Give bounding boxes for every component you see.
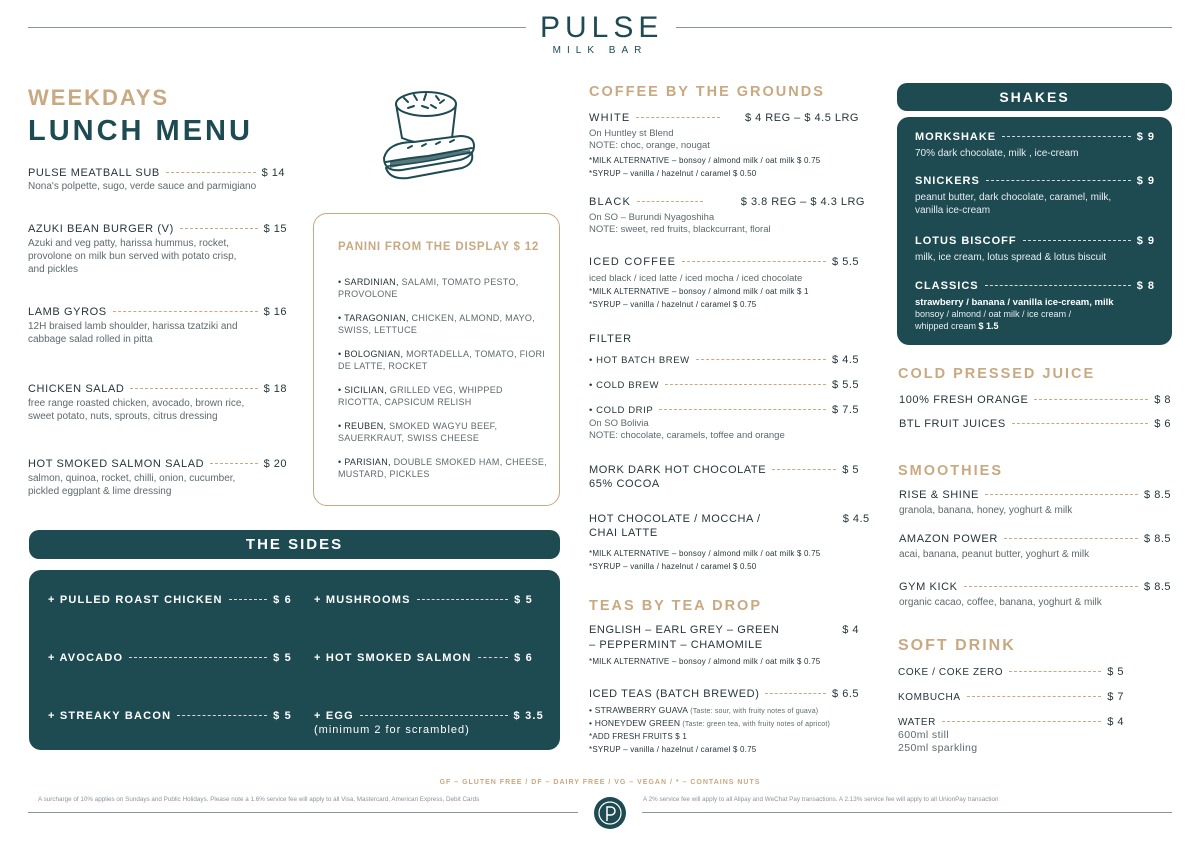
coffee-heading: COFFEE BY THE GROUNDS [589,84,825,100]
water-sizes: 600ml still 250ml sparkling [898,729,978,754]
iced-tea-strawberry-guava: • STRAWBERRY GUAVA (Taste: sour, with fruity notes of guava) [589,705,819,715]
mork-cocoa: 65% COCOA [589,478,660,490]
teas-heading: TEAS BY TEA DROP [589,598,762,614]
coffee-black: BLACK $ 3.8 REG – $ 4.3 LRG [589,196,865,208]
shakes-title: SHAKES [897,83,1172,111]
tea-milk-note: *MILK ALTERNATIVE – bonsoy / almond milk / oat milk $ 0.75 [589,657,821,666]
lunch-item-salmon-salad: HOT SMOKED SALMON SALAD $ 20 [28,458,287,470]
iced-tea-honeydew-green: • HONEYDEW GREEN (Taste: green tea, with fruity notes of apricot) [589,718,831,728]
cold-drip-desc: On SO Bolivia NOTE: chocolate, caramels, toffee and orange [589,418,785,441]
lunch-item-lamb-gyros: LAMB GYROS $ 16 [28,306,287,318]
smoothies-heading: SMOOTHIES [898,463,1004,479]
sandwich-bowl-illustration-icon [378,86,478,188]
panini-item: • TARAGONIAN, CHICKEN, ALMOND, MAYO, SWISS, LETTUCE [338,313,535,335]
smoothie-gym-desc: organic cacao, coffee, banana, yoghurt & milk [899,597,1102,608]
hotchoc-syrup-note: *SYRUP – vanilla / hazelnut / caramel $ 0.50 [589,562,757,571]
brand-logo [540,11,664,56]
soft-drink-heading: SOFT DRINK [898,637,1016,654]
coffee-white-milk-note: *MILK ALTERNATIVE – bonsoy / almond milk / oat milk $ 0.75 [589,156,821,165]
panini-item: • BOLOGNIAN, MORTADELLA, TOMATO, FIORI DE LATTE, ROCKET [338,349,546,371]
lunch-desc: Nona's polpette, sugo, verde sauce and parmigiano [28,181,257,192]
soft-kombucha: KOMBUCHA $ 7 [898,691,1124,703]
iced-tea-syrup-note: *SYRUP – vanilla / hazelnut / caramel $ 0.75 [589,745,757,754]
shake-classics-options: bonsoy / almond / oat milk / ice cream / [915,309,1072,319]
soft-coke: COKE / COKE ZERO $ 5 [898,666,1124,678]
smoothie-gym-kick: GYM KICK $ 8.5 [899,581,1171,593]
tea-english: ENGLISH – EARL GREY – GREEN $ 4 [589,624,859,636]
header-rule-right [676,27,1172,28]
egg-note: (minimum 2 for scrambled) [314,724,470,736]
brand-tagline: MILK BAR [552,45,648,56]
shake-snickers: SNICKERS $ 9 [915,175,1155,187]
coffee-iced-syrup-note: *SYRUP – vanilla / hazelnut / caramel $ 0.75 [589,300,757,309]
shake-lotus-biscoff: LOTUS BISCOFF $ 9 [915,235,1155,247]
shake-morkshake-desc: 70% dark chocolate, milk , ice-cream [915,148,1079,159]
coffee-white: WHITE $ 4 REG – $ 4.5 LRG [589,112,859,124]
coffee-iced: ICED COFFEE $ 5.5 [589,256,859,268]
filter-cold-drip: • COLD DRIP $ 7.5 [589,404,859,416]
side-item-mushrooms: + MUSHROOMS $ 5 [314,594,533,606]
lunch-desc: Azuki and veg patty, harissa hummus, rocket, provolone on milk bun served with potato crisp, and pickles [28,238,237,275]
side-item-streaky-bacon: + STREAKY BACON $ 5 [48,710,292,722]
hotchoc-milk-note: *MILK ALTERNATIVE – bonsoy / almond milk / oat milk $ 0.75 [589,549,821,558]
sides-title: THE SIDES [29,530,560,559]
shake-snickers-desc: peanut butter, dark chocolate, caramel, milk, vanilla ice-cream [915,192,1112,216]
panini-item: • PARISIAN, DOUBLE SMOKED HAM, CHEESE, MUSTARD, PICKLES [338,457,547,479]
side-item-avocado: + AVOCADO $ 5 [48,652,292,664]
lunch-menu-heading: LUNCH MENU [28,115,253,147]
chai-latte: CHAI LATTE [589,527,658,539]
brand-name: PULSE [540,11,664,44]
shake-lotus-desc: milk, ice cream, lotus spread & lotus biscuit [915,252,1107,263]
iced-teas: ICED TEAS (BATCH BREWED) $ 6.5 [589,688,859,700]
service-fee-note: A 2% service fee will apply to all Alipay and WeChat Pay transactions. A 2.13% service fee will apply to all UnionPay transaction [643,796,999,803]
tea-english-line2: – PEPPERMINT – CHAMOMILE [589,639,763,651]
shake-classics-whipped: whipped cream $ 1.5 [915,321,999,331]
lunch-desc: 12H braised lamb shoulder, harissa tzatziki and cabbage salad rolled in pitta [28,321,238,345]
panini-item: • SICILIAN, GRILLED VEG, WHIPPED RICOTTA, CAPSICUM RELISH [338,385,503,407]
juice-btl-fruit: BTL FRUIT JUICES $ 6 [899,418,1171,430]
filter-hot-batch: • HOT BATCH BREW $ 4.5 [589,354,859,366]
coffee-black-desc: On SO – Burundi Nyagoshiha NOTE: sweet, red fruits, blackcurrant, floral [589,212,771,235]
hot-chocolate: HOT CHOCOLATE / MOCCHA / $ 4.5 [589,513,870,525]
shake-morkshake: MORKSHAKE $ 9 [915,131,1155,143]
smoothie-rise-shine: RISE & SHINE $ 8.5 [899,489,1171,501]
lunch-item-chicken-salad: CHICKEN SALAD $ 18 [28,383,287,395]
side-item-pulled-chicken: + PULLED ROAST CHICKEN $ 6 [48,594,292,606]
header-rule-left [28,27,526,28]
juice-orange: 100% FRESH ORANGE $ 8 [899,394,1171,406]
dietary-legend: GF – GLUTEN FREE / DF – DAIRY FREE / VG – VEGAN / * – CONTAINS NUTS [439,779,761,786]
coffee-white-syrup-note: *SYRUP – vanilla / hazelnut / caramel $ 0.50 [589,169,757,178]
mork-dark-chocolate: MORK DARK HOT CHOCOLATE $ 5 [589,464,859,476]
filter-cold-brew: • COLD BREW $ 5.5 [589,379,859,391]
side-item-egg: + EGG $ 3.5 [314,710,544,722]
lunch-desc: free range roasted chicken, avocado, brown rice, sweet potato, nuts, sprouts, citrus dressing [28,398,245,422]
lunch-item-meatball-sub: PULSE MEATBALL SUB $ 14 [28,167,285,179]
footer-rule-left [28,812,578,813]
panini-title: PANINI FROM THE DISPLAY $ 12 [338,241,540,253]
lunch-item-azuki-burger: AZUKI BEAN BURGER (V) $ 15 [28,223,287,235]
smoothie-rise-desc: granola, banana, honey, yoghurt & milk [899,505,1073,516]
side-item-hot-smoked-salmon: + HOT SMOKED SALMON $ 6 [314,652,533,664]
footer-rule-right [642,812,1172,813]
soft-water: WATER $ 4 [898,716,1124,728]
panini-item: • REUBEN, SMOKED WAGYU BEEF, SAUERKRAUT, SWISS CHEESE [338,421,498,443]
panini-box [313,213,560,506]
shake-classics: CLASSICS $ 8 [915,280,1155,292]
juice-heading: COLD PRESSED JUICE [898,366,1096,382]
coffee-iced-desc: iced black / iced latte / iced mocha / iced chocolate [589,273,803,284]
coffee-white-desc: On Huntley st Blend NOTE: choc, orange, nougat [589,128,710,151]
filter-heading: FILTER [589,333,633,345]
shake-classics-flavours: strawberry / banana / vanilla ice-cream, milk [915,297,1114,308]
weekdays-heading: WEEKDAYS [28,85,170,110]
coffee-iced-milk-note: *MILK ALTERNATIVE – bonsoy / almond milk / oat milk $ 1 [589,287,809,296]
panini-item: • SARDINIAN, SALAMI, TOMATO PESTO, PROVOLONE [338,277,519,299]
smoothie-amazon-desc: acai, banana, peanut butter, yoghurt & milk [899,549,1090,560]
surcharge-note: A surcharge of 10% applies on Sundays and Public Holidays. Please note a 1.6% service fee will apply to all Visa, Mastercard, American Express, Debit Cards [38,796,480,803]
lunch-desc: salmon, quinoa, rocket, chilli, onion, cucumber, pickled eggplant & lime dressing [28,473,236,497]
smoothie-amazon-power: AMAZON POWER $ 8.5 [899,533,1171,545]
pulse-logo-icon [594,797,626,829]
add-fresh-fruits: *ADD FRESH FRUITS $ 1 [589,732,687,741]
